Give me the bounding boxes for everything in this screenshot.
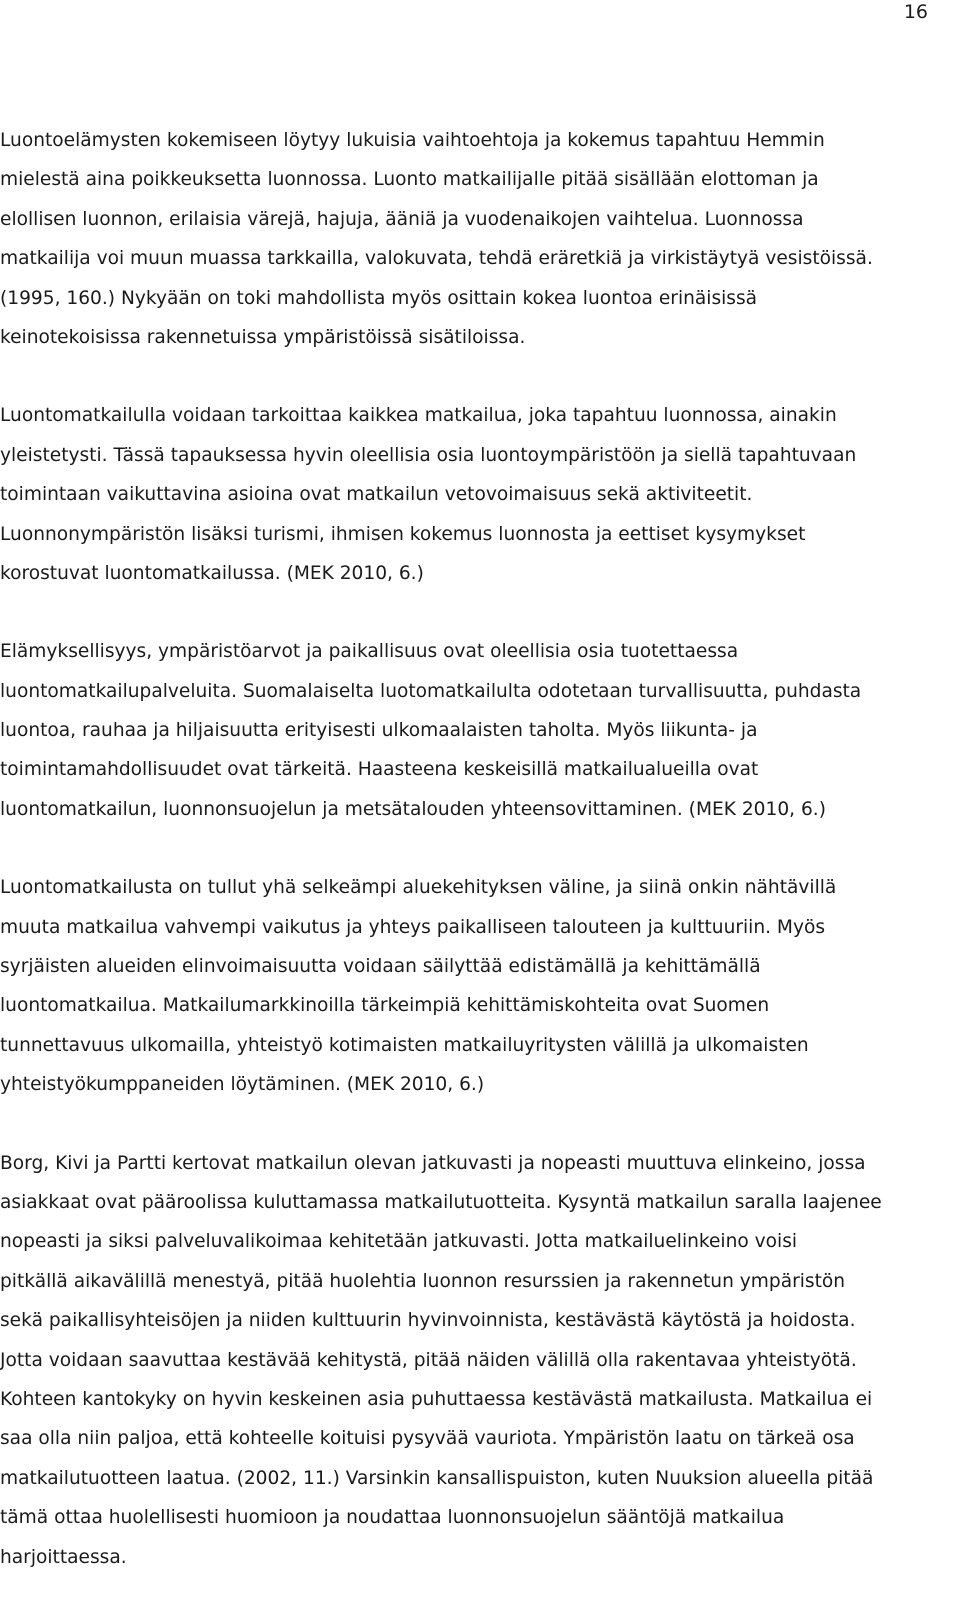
paragraph-2 bbox=[0, 396, 960, 593]
text-line: luontomatkailua. Matkailumarkkinoilla tärkeimpiä kehittämiskohteita ovat Suomen bbox=[0, 995, 770, 1017]
text-line: elollisen luonnon, erilaisia värejä, hajuja, ääniä ja vuodenaikojen vaihtelua. Luonnossa bbox=[0, 208, 804, 230]
text-line: Luonnonympäristön lisäksi turismi, ihmisen kokemus luonnosta ja eettiset kysymykset bbox=[0, 523, 806, 545]
text-line: Elämyksellisyys, ympäristöarvot ja paikallisuus ovat oleellisia osia tuotettaessa bbox=[0, 641, 739, 663]
text-line: luontoa, rauhaa ja hiljaisuutta erityisesti ulkomaalaisten taholta. Myös liikunta- ja bbox=[0, 720, 758, 742]
text-line: Luontomatkailusta on tullut yhä selkeämpi aluekehityksen väline, ja siinä onkin nähtävillä bbox=[0, 877, 837, 899]
text-line: toimintaan vaikuttavina asioina ovat matkailun vetovoimaisuus sekä aktiviteetit. bbox=[0, 484, 753, 506]
text-line: asiakkaat ovat pääroolissa kuluttamassa matkailutuotteita. Kysyntä matkailun saralla laajenee bbox=[0, 1191, 882, 1213]
paragraph-1 bbox=[0, 121, 960, 357]
text-line: luontomatkailun, luonnonsuojelun ja metsätalouden yhteensovittaminen. (MEK 2010, 6.) bbox=[0, 798, 826, 820]
text-line: tunnettavuus ulkomailla, yhteistyö kotimaisten matkailuyritysten välillä ja ulkomaisten bbox=[0, 1034, 809, 1056]
text-line: Jotta voidaan saavuttaa kestävää kehitystä, pitää näiden välillä olla rakentavaa yhteistyötä. bbox=[0, 1349, 857, 1371]
text-line: mielestä aina poikkeuksetta luonnossa. Luonto matkailijalle pitää sisällään elottoman ja bbox=[0, 169, 819, 191]
text-line: pitkällä aikavälillä menestyä, pitää huolehtia luonnon resurssien ja rakennetun ympäristön bbox=[0, 1270, 846, 1292]
text-line: korostuvat luontomatkailussa. (MEK 2010, 6.) bbox=[0, 562, 424, 584]
paragraph-5 bbox=[0, 1144, 960, 1577]
text-line: toimintamahdollisuudet ovat tärkeitä. Haasteena keskeisillä matkailualueilla ovat bbox=[0, 759, 759, 781]
text-line: tämä ottaa huolellisesti huomioon ja noudattaa luonnonsuojelun sääntöjä matkailua bbox=[0, 1507, 785, 1529]
text-line: (1995, 160.) Nykyään on toki mahdollista myös osittain kokea luontoa erinäisissä bbox=[0, 287, 758, 309]
paragraph-3 bbox=[0, 632, 960, 829]
text-line: muuta matkailua vahvempi vaikutus ja yhteys paikalliseen talouteen ja kulttuuriin. Myös bbox=[0, 916, 826, 938]
text-line: harjoittaessa. bbox=[0, 1546, 127, 1568]
page-number: 16 bbox=[903, 1, 928, 23]
text-line: Luontoelämysten kokemiseen löytyy lukuisia vaihtoehtoja ja kokemus tapahtuu Hemmin bbox=[0, 130, 825, 151]
text-line: luontomatkailupalveluita. Suomalaiselta luotomatkailulta odotetaan turvallisuutta, puhdasta bbox=[0, 680, 862, 702]
text-line: yhteistyökumppaneiden löytäminen. (MEK 2010, 6.) bbox=[0, 1074, 485, 1096]
text-line: saa olla niin paljoa, että kohteelle koituisi pysyvää vauriota. Ympäristön laatu on tärkeä osa bbox=[0, 1428, 855, 1450]
text-line: matkailutuotteen laatua. (2002, 11.) Varsinkin kansallispuiston, kuten Nuuksion alueella pitää bbox=[0, 1467, 874, 1489]
text-line: keinotekoisissa rakennetuissa ympäristöissä sisätiloissa. bbox=[0, 326, 526, 348]
text-line: sekä paikallisyhteisöjen ja niiden kulttuurin hyvinvoinnista, kestävästä käytöstä ja hoidosta. bbox=[0, 1310, 856, 1332]
text-line: nopeasti ja siksi palveluvalikoimaa kehitetään jatkuvasti. Jotta matkailuelinkeino voisi bbox=[0, 1231, 798, 1253]
text-line: Kohteen kantokyky on hyvin keskeinen asia puhuttaessa kestävästä matkailusta. Matkailua ei bbox=[0, 1388, 873, 1410]
text-line: Luontomatkailulla voidaan tarkoittaa kaikkea matkailua, joka tapahtuu luonnossa, ainakin bbox=[0, 405, 837, 427]
text-line: Borg, Kivi ja Partti kertovat matkailun olevan jatkuvasti ja nopeasti muuttuva elinkeino, jossa bbox=[0, 1152, 866, 1174]
text-line: matkailija voi muun muassa tarkkailla, valokuvata, tehdä eräretkiä ja virkistäytyä vesistöissä. bbox=[0, 248, 873, 270]
document-body bbox=[0, 121, 960, 1616]
text-line: syrjäisten alueiden elinvoimaisuutta voidaan säilyttää edistämällä ja kehittämällä bbox=[0, 956, 761, 978]
paragraph-4 bbox=[0, 868, 960, 1104]
text-line: yleistetysti. Tässä tapauksessa hyvin oleellisia osia luontoympäristöön ja siellä tapahtuvaan bbox=[0, 444, 857, 466]
